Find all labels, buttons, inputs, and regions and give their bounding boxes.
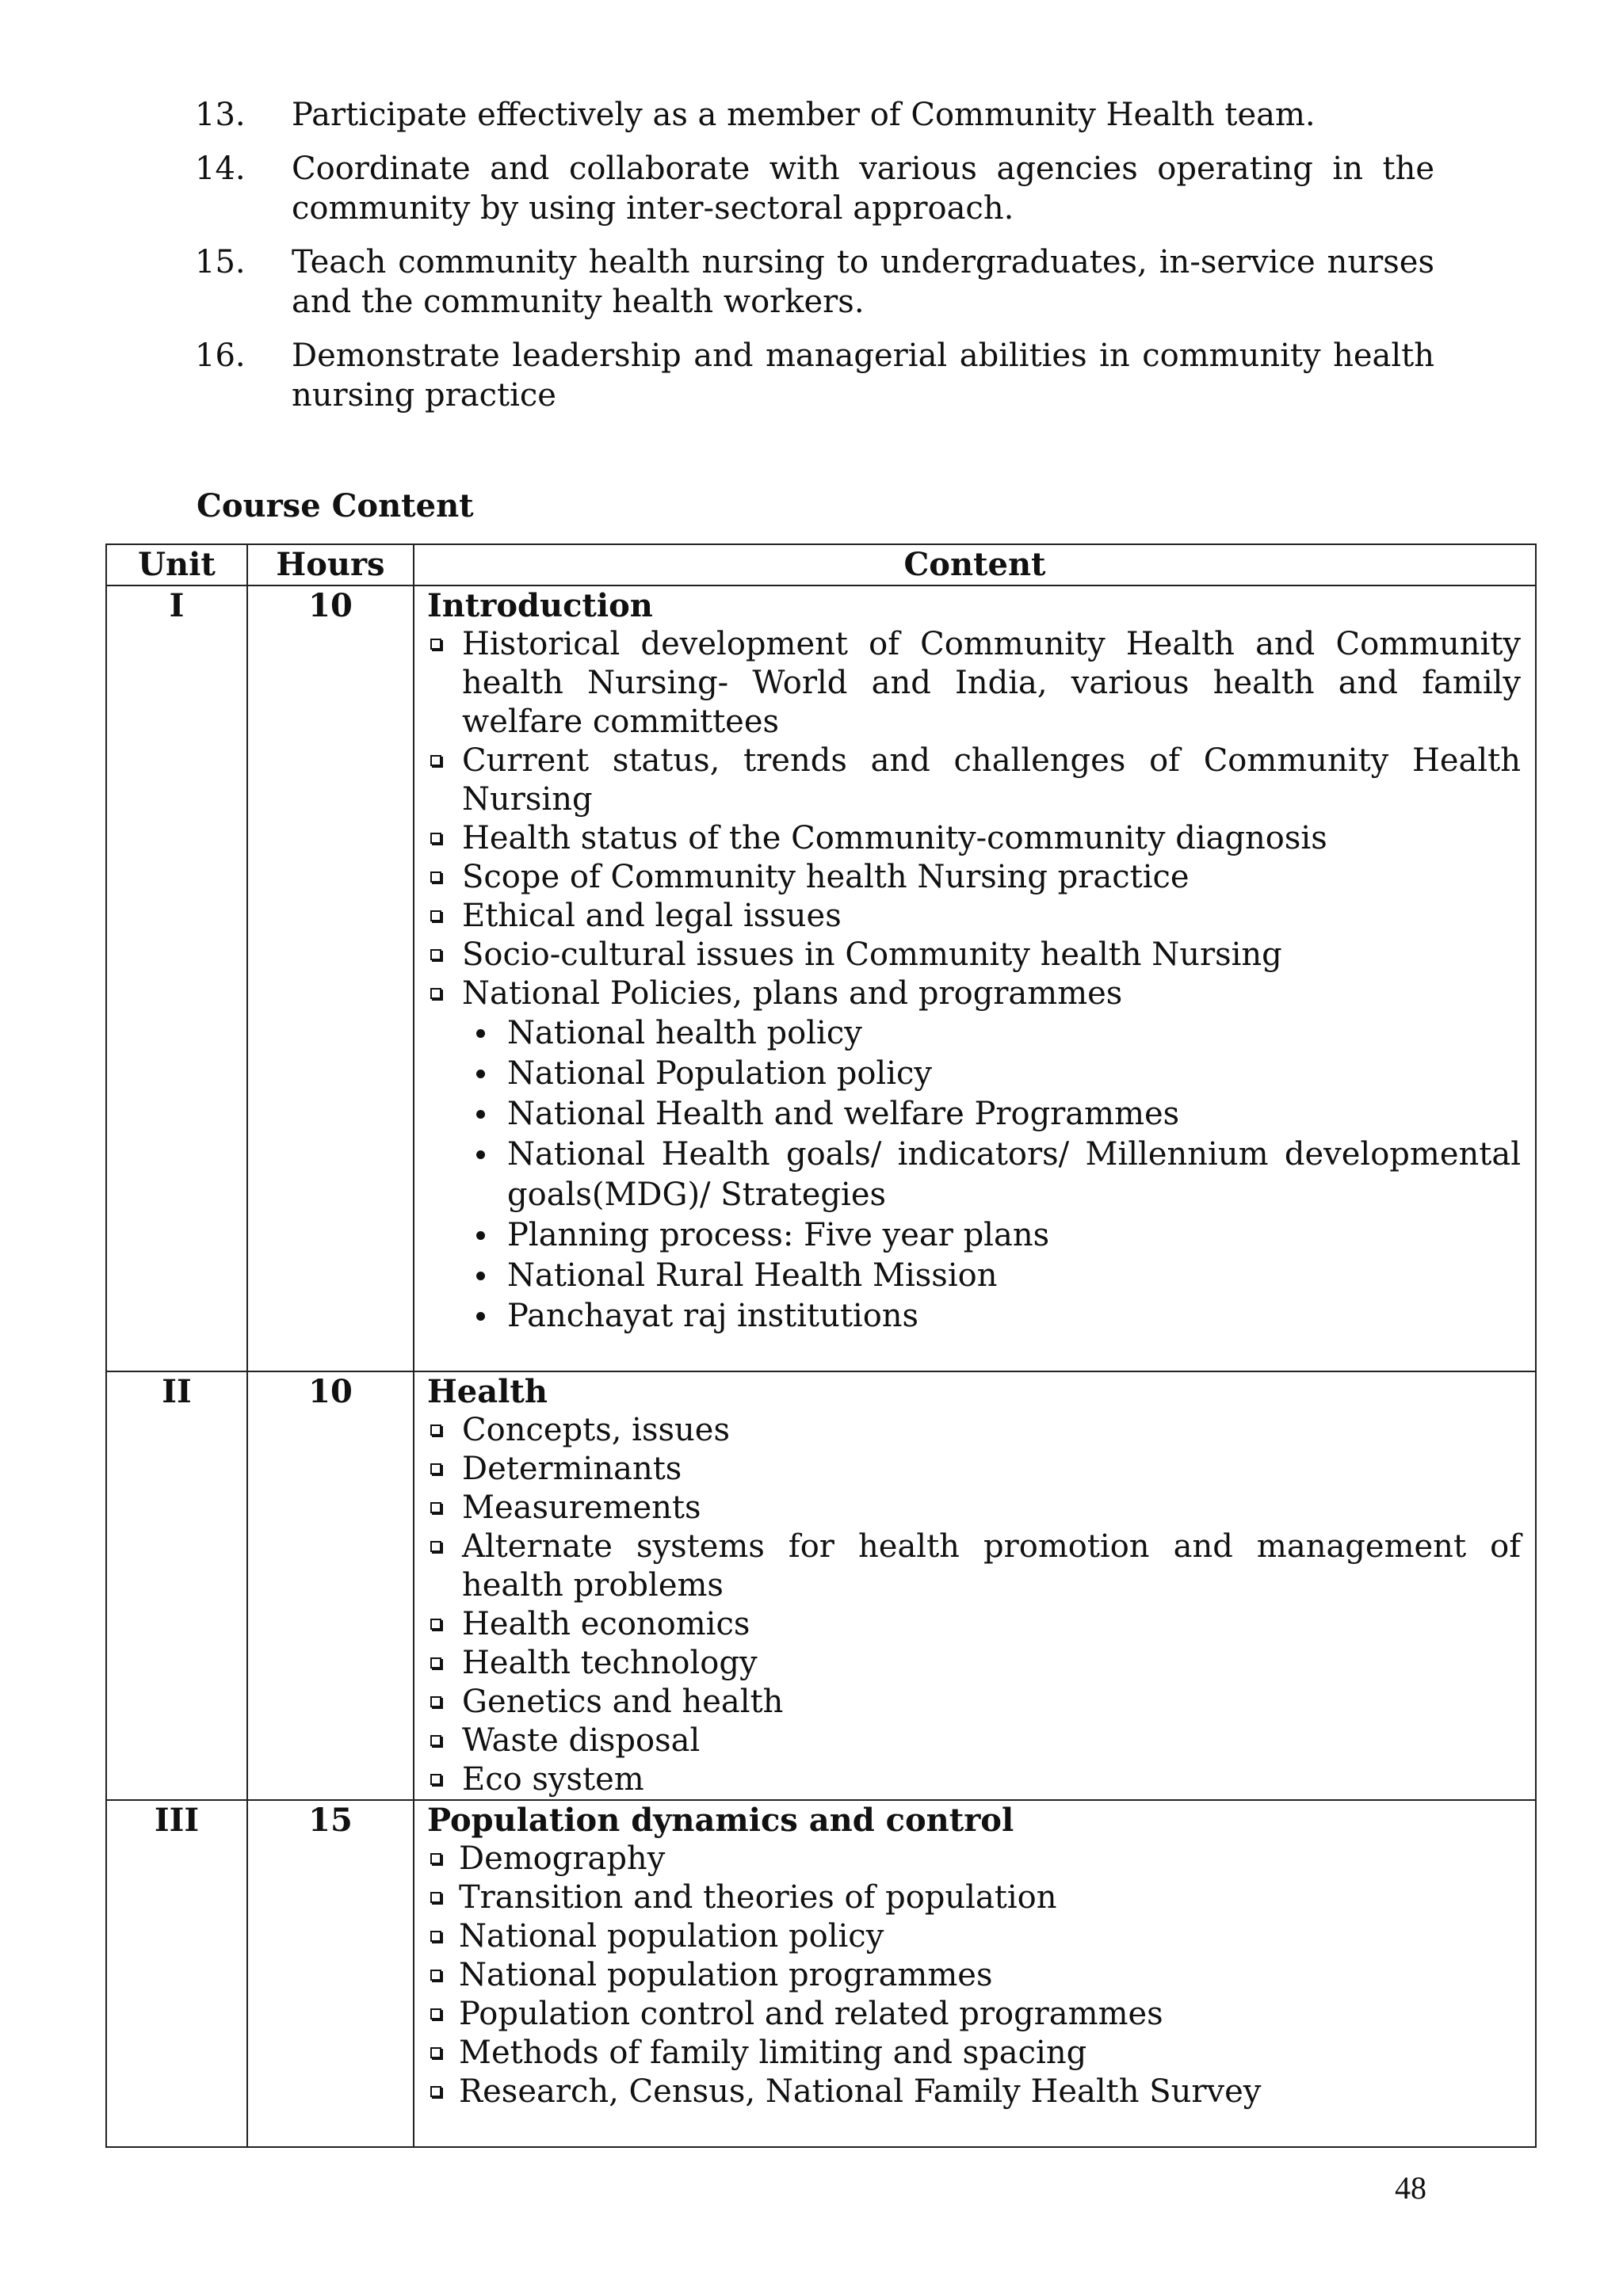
course-content-heading: Course Content — [197, 487, 474, 524]
list-item — [427, 1644, 1521, 1683]
list-item-text: Health technology — [462, 1645, 758, 1681]
list-item-text: Health economics — [462, 1606, 750, 1642]
list-item — [427, 1605, 1521, 1644]
list-item — [427, 742, 1521, 819]
checkbox-square-icon — [430, 1541, 441, 1552]
checkbox-square-icon — [430, 1463, 441, 1474]
sub-list-item — [476, 1135, 1521, 1215]
sub-list-item-text: Planning process: Five year plans — [507, 1217, 1050, 1253]
header-unit: Unit — [106, 544, 247, 585]
checkbox-square-icon — [430, 1425, 441, 1436]
checkbox-square-icon — [430, 949, 441, 960]
content-cell — [414, 1371, 1536, 1800]
hours-cell: 15 — [247, 1800, 414, 2147]
objective-number: 15. — [195, 244, 246, 280]
topic-title: Introduction — [427, 587, 653, 624]
checkbox-square-icon — [430, 871, 441, 883]
topic-list — [427, 1411, 1521, 1799]
list-item — [427, 936, 1521, 974]
list-item — [427, 1956, 1521, 1995]
list-item — [427, 1760, 1521, 1799]
objective-text: Demonstrate leadership and managerial abilities in community health nursing practice — [292, 338, 1434, 414]
list-item — [427, 1527, 1521, 1605]
objective-item — [195, 149, 1434, 228]
checkbox-square-icon — [430, 1502, 441, 1513]
list-item-text: Measurements — [462, 1489, 701, 1526]
checkbox-square-icon — [430, 1657, 441, 1669]
bullet-dot-icon — [476, 1312, 485, 1321]
list-item — [427, 1917, 1521, 1956]
checkbox-square-icon — [430, 639, 441, 650]
objective-text: Participate effectively as a member of Community Health team. — [292, 97, 1316, 133]
checkbox-square-icon — [430, 1696, 441, 1707]
list-item-text: Population control and related programmes — [459, 1996, 1163, 2032]
hours-cell: 10 — [247, 1371, 414, 1800]
bullet-dot-icon — [476, 1070, 485, 1078]
course-content-table — [105, 543, 1537, 2148]
topic-list — [427, 1840, 1521, 2111]
checkbox-square-icon — [430, 2008, 441, 2019]
checkbox-square-icon — [430, 1774, 441, 1785]
bullet-dot-icon — [476, 1150, 485, 1159]
list-item — [427, 1995, 1521, 2034]
checkbox-square-icon — [430, 1735, 441, 1746]
list-item — [427, 858, 1521, 897]
sub-list-item — [476, 1296, 1521, 1337]
content-cell — [414, 585, 1536, 1371]
list-item — [427, 974, 1521, 1013]
list-item-text: Socio-cultural issues in Community health Nursing — [462, 936, 1282, 973]
checkbox-square-icon — [430, 1931, 441, 1942]
table-row — [106, 1800, 1536, 2147]
checkbox-square-icon — [430, 2047, 441, 2058]
objective-item — [195, 336, 1434, 415]
bullet-dot-icon — [476, 1029, 485, 1038]
list-item-text: Eco system — [462, 1761, 644, 1798]
list-item — [427, 1722, 1521, 1760]
objective-number: 16. — [195, 338, 246, 374]
list-item-text: Scope of Community health Nursing practice — [462, 859, 1190, 895]
list-item — [427, 625, 1521, 742]
list-item-text: Transition and theories of population — [459, 1879, 1057, 1916]
table-header-row — [106, 544, 1536, 585]
checkbox-square-icon — [430, 755, 441, 766]
checkbox-square-icon — [430, 1619, 441, 1630]
list-item-text: Concepts, issues — [462, 1412, 730, 1448]
list-item-text: Health status of the Community-community diagnosis — [462, 820, 1327, 856]
content-cell — [414, 1800, 1536, 2147]
list-item-text: Alternate systems for health promotion and management of health problems — [462, 1528, 1521, 1604]
checkbox-square-icon — [430, 2086, 441, 2097]
sub-list-item-text: National Health goals/ indicators/ Millennium developmental goals(MDG)/ Strategies — [507, 1136, 1521, 1213]
list-item — [427, 2034, 1521, 2073]
sub-list-item — [476, 1256, 1521, 1296]
sub-list-item — [476, 1215, 1521, 1256]
checkbox-square-icon — [430, 988, 441, 999]
list-item-text: Historical development of Community Health and Community health Nursing- World and India, various health and family welfare committees — [462, 626, 1521, 740]
sub-list-item — [476, 1054, 1521, 1094]
unit-cell: III — [106, 1800, 247, 2147]
list-item — [427, 897, 1521, 936]
list-item — [427, 1878, 1521, 1917]
list-item — [427, 1683, 1521, 1722]
objective-item — [195, 95, 1434, 135]
header-content: Content — [414, 544, 1536, 585]
list-item — [427, 1411, 1521, 1450]
bullet-dot-icon — [476, 1231, 485, 1240]
topic-list — [427, 625, 1521, 1013]
table-row — [106, 1371, 1536, 1800]
sub-list-item — [476, 1013, 1521, 1054]
unit-cell: II — [106, 1371, 247, 1800]
list-item-text: National Policies, plans and programmes — [462, 975, 1123, 1012]
header-hours: Hours — [247, 544, 414, 585]
list-item-text: Methods of family limiting and spacing — [459, 2035, 1087, 2071]
sub-list-item — [476, 1094, 1521, 1135]
sub-list-item-text: National Health and welfare Programmes — [507, 1096, 1180, 1132]
bullet-dot-icon — [476, 1272, 485, 1280]
list-item — [427, 819, 1521, 858]
objective-number: 14. — [195, 151, 246, 187]
list-item-text: National population policy — [459, 1918, 884, 1955]
hours-cell: 10 — [247, 585, 414, 1371]
list-item — [427, 1840, 1521, 1878]
checkbox-square-icon — [430, 910, 441, 921]
list-item-text: Waste disposal — [462, 1722, 701, 1759]
sub-list-item-text: Panchayat raj institutions — [507, 1298, 919, 1334]
sub-list-item-text: National Rural Health Mission — [507, 1257, 998, 1294]
list-item — [427, 1489, 1521, 1527]
objective-text: Coordinate and collaborate with various agencies operating in the community by using inter-sectoral approach. — [292, 151, 1434, 227]
list-item-text: Demography — [459, 1840, 666, 1877]
sub-list-item-text: National Population policy — [507, 1055, 932, 1092]
list-item — [427, 2073, 1521, 2111]
list-item-text: National population programmes — [459, 1957, 993, 1993]
bullet-dot-icon — [476, 1110, 485, 1119]
unit-cell: I — [106, 585, 247, 1371]
list-item-text: Determinants — [462, 1451, 682, 1487]
sub-topic-list — [427, 1013, 1521, 1337]
list-item-text: Ethical and legal issues — [462, 898, 842, 934]
table-row — [106, 585, 1536, 1371]
sub-list-item-text: National health policy — [507, 1015, 862, 1051]
list-item-text: Genetics and health — [462, 1684, 784, 1720]
objective-number: 13. — [195, 97, 246, 133]
page-number: 48 — [1395, 2170, 1426, 2206]
topic-title: Population dynamics and control — [427, 1802, 1014, 1839]
checkbox-square-icon — [430, 1970, 441, 1981]
checkbox-square-icon — [430, 1892, 441, 1903]
list-item-text: Research, Census, National Family Health Survey — [459, 2073, 1262, 2110]
checkbox-square-icon — [430, 1853, 441, 1864]
objectives-list — [195, 95, 1434, 429]
checkbox-square-icon — [430, 833, 441, 844]
topic-title: Health — [427, 1373, 548, 1410]
objective-item — [195, 242, 1434, 322]
list-item-text: Current status, trends and challenges of Community Health Nursing — [462, 742, 1521, 818]
objective-text: Teach community health nursing to undergraduates, in-service nurses and the community health workers. — [292, 244, 1434, 320]
list-item — [427, 1450, 1521, 1489]
